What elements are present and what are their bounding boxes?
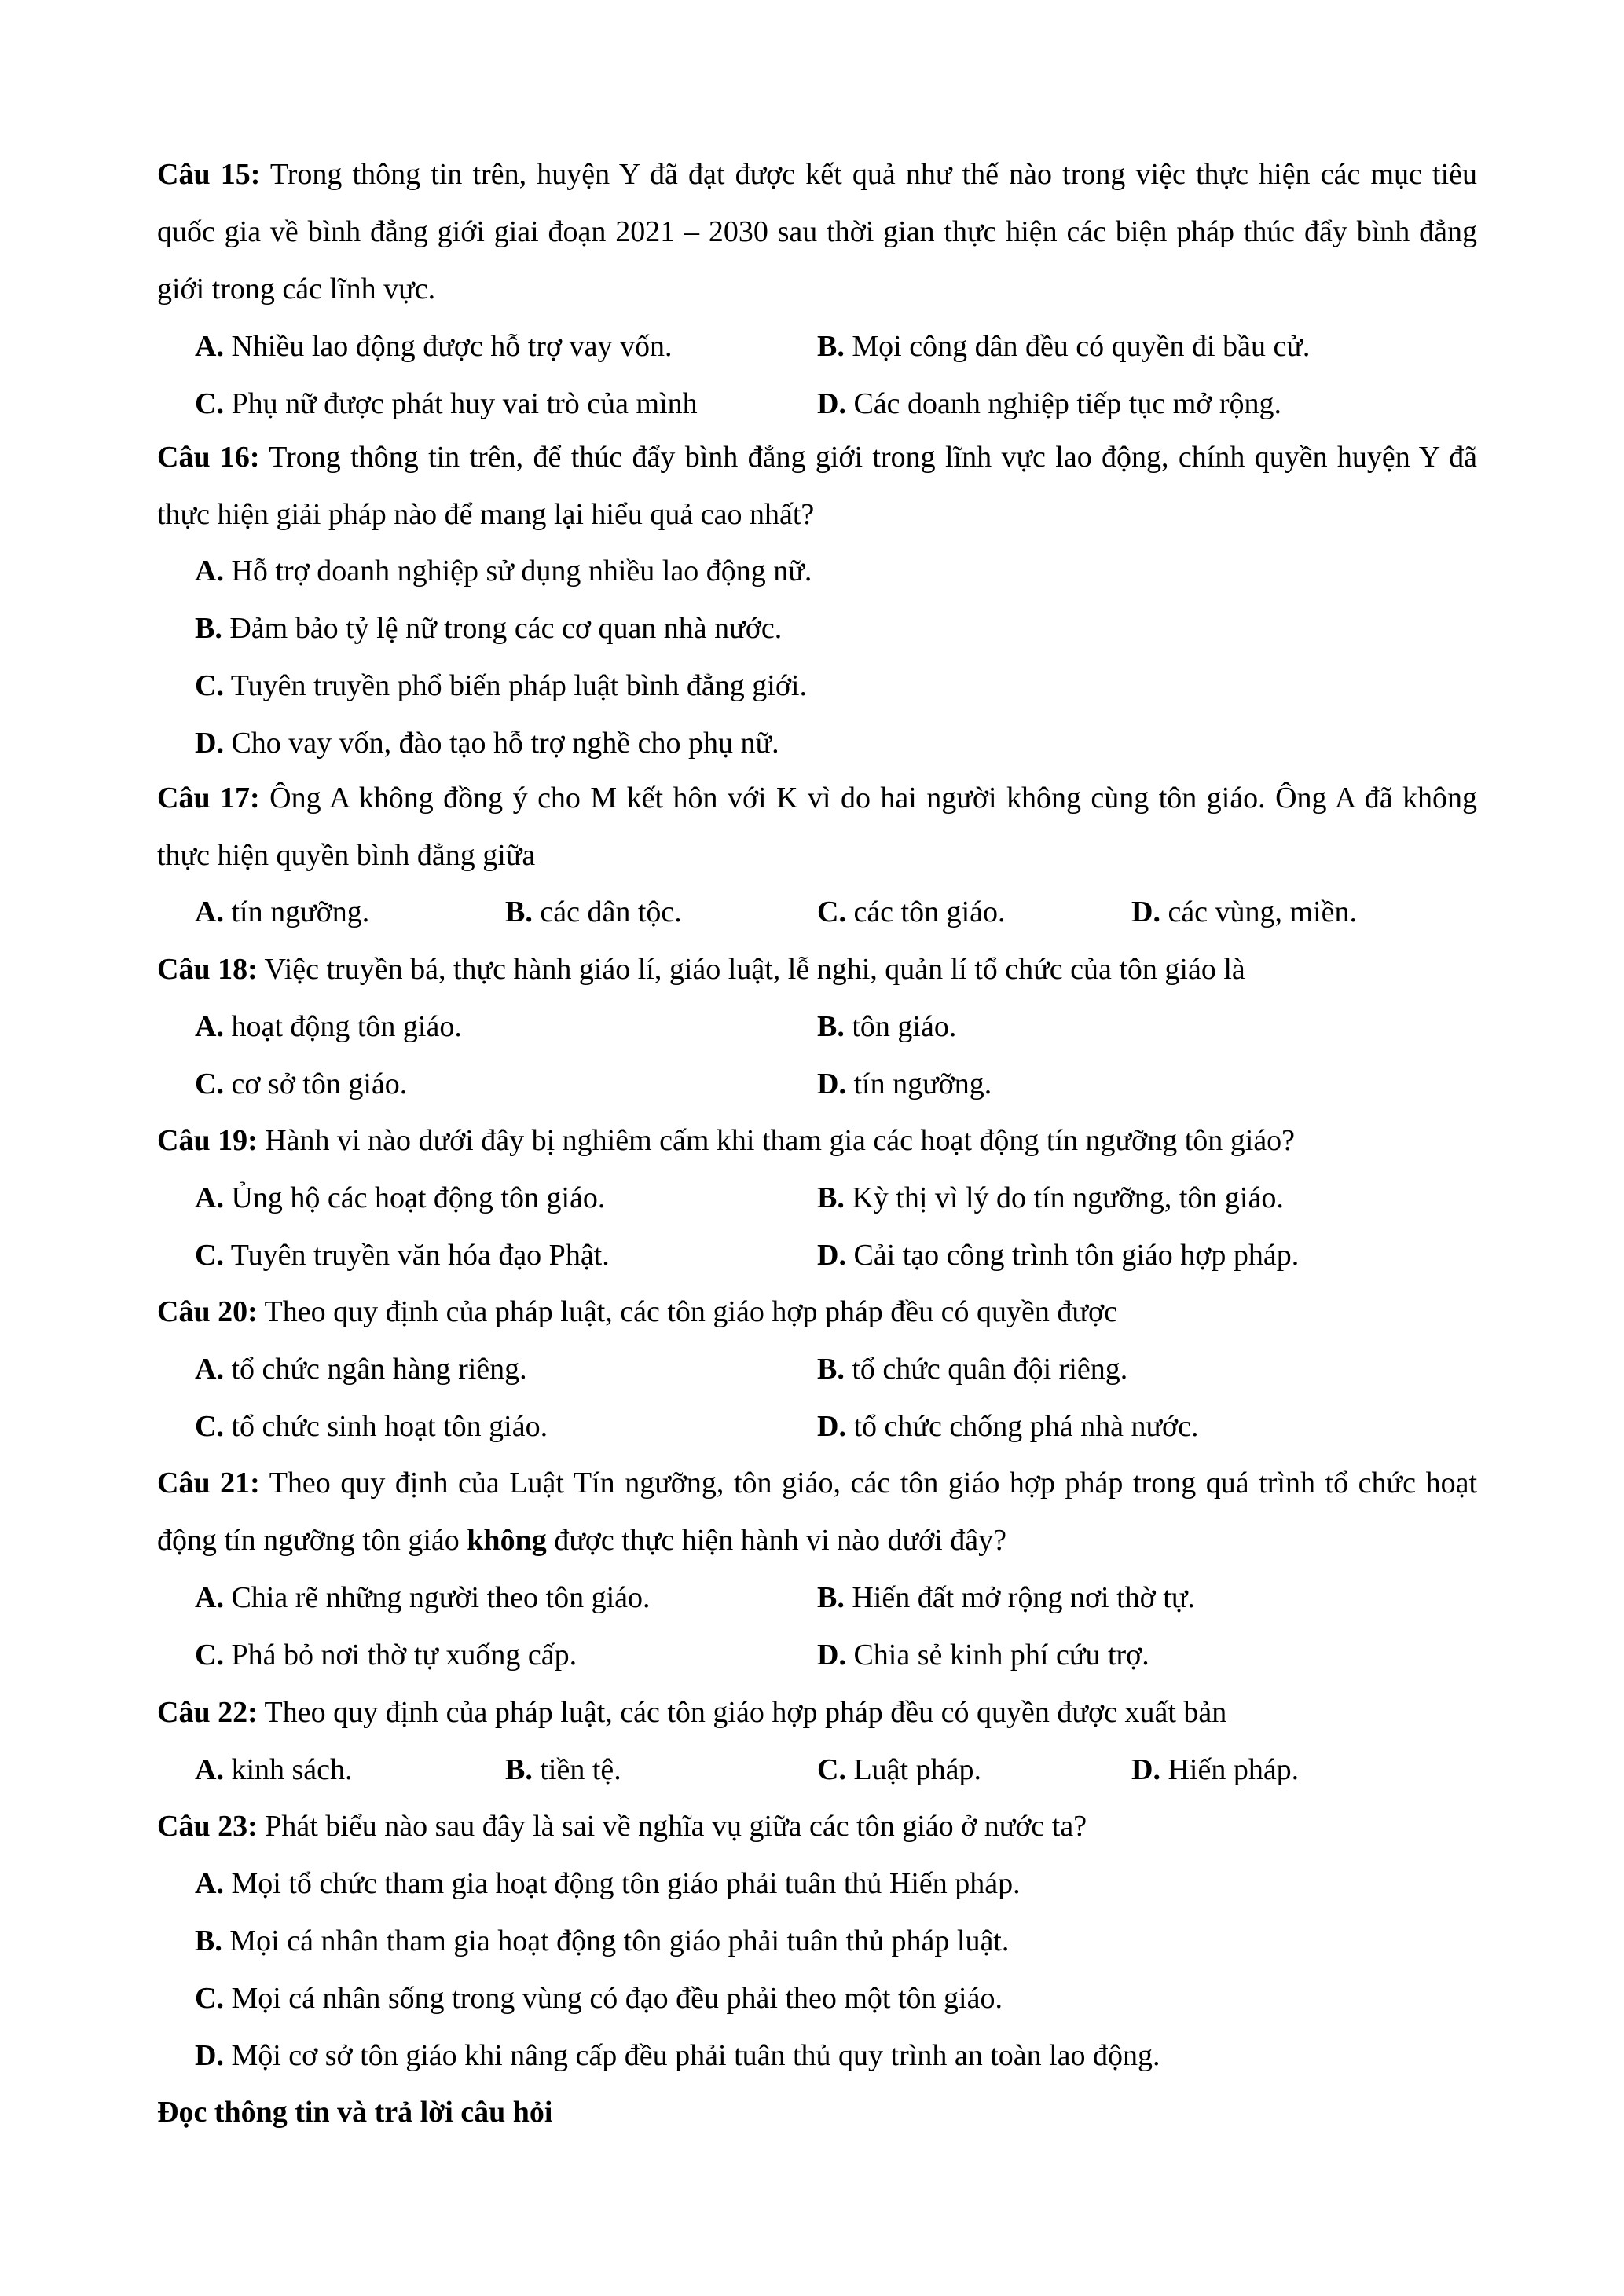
question-17 — [157, 770, 1477, 884]
option-18-a — [195, 998, 462, 1056]
option-20-a — [195, 1341, 527, 1398]
option-text: tín ngưỡng. — [223, 895, 370, 928]
option-label: C. — [195, 1410, 224, 1443]
option-21-b — [817, 1569, 1195, 1627]
option-text: các dân tộc. — [532, 895, 682, 928]
option-text: tổ chức chống phá nhà nước. — [845, 1410, 1199, 1443]
option-text: Phá bỏ nơi thờ tự xuống cấp. — [223, 1639, 577, 1672]
option-19-a — [195, 1170, 605, 1227]
option-18-d — [817, 1056, 992, 1113]
option-23-b — [195, 1913, 1009, 1970]
option-21-a — [195, 1569, 651, 1627]
option-label: B. — [817, 330, 845, 363]
option-label: B. — [195, 1924, 222, 1957]
question-label: Câu 17: — [157, 782, 260, 815]
option-label: D. — [817, 1410, 846, 1443]
option-label: A. — [195, 1353, 224, 1386]
option-15-c — [195, 375, 698, 433]
option-text: Đảm bảo tỷ lệ nữ trong các cơ quan nhà nước. — [222, 612, 783, 645]
option-text: tổ chức quân đội riêng. — [844, 1353, 1128, 1386]
option-text: cơ sở tôn giáo. — [223, 1067, 408, 1100]
option-label: B. — [817, 1581, 845, 1614]
option-19-b — [817, 1170, 1284, 1227]
option-label: C. — [195, 1982, 224, 2015]
option-label: A. — [195, 1581, 224, 1614]
option-text: Tuyên truyền văn hóa đạo Phật. — [223, 1239, 610, 1272]
option-16-c — [195, 657, 807, 715]
option-text: Kỳ thị vì lý do tín ngưỡng, tôn giáo. — [844, 1181, 1284, 1214]
option-text: các vùng, miền. — [1160, 895, 1358, 928]
option-text: Hỗ trợ doanh nghiệp sử dụng nhiều lao động nữ. — [223, 555, 812, 588]
option-label: C. — [817, 895, 846, 928]
option-text: Cải tạo công trình tôn giáo hợp pháp. — [845, 1239, 1300, 1272]
option-22-a — [195, 1741, 353, 1799]
question-text-end: được thực hiện hành vi nào dưới đây? — [546, 1524, 1006, 1557]
option-text: Mọi công dân đều có quyền đi bầu cử. — [844, 330, 1311, 363]
option-15-a — [195, 318, 672, 375]
question-label: Câu 19: — [157, 1124, 258, 1157]
question-text: Theo quy định của pháp luật, các tôn giáo hợp pháp đều có quyền được — [257, 1295, 1117, 1328]
option-label: D. — [817, 1239, 846, 1272]
option-text: Chia sẻ kinh phí cứu trợ. — [845, 1639, 1149, 1672]
option-label: A. — [195, 1181, 224, 1214]
option-20-c — [195, 1398, 548, 1456]
option-label: D. — [1131, 895, 1160, 928]
option-text: Mọi cá nhân sống trong vùng có đạo đều phải theo một tôn giáo. — [223, 1982, 1003, 2015]
option-text: Nhiều lao động được hỗ trợ vay vốn. — [223, 330, 673, 363]
option-text: tín ngưỡng. — [845, 1067, 992, 1100]
option-label: C. — [195, 1239, 224, 1272]
option-label: A. — [195, 330, 224, 363]
question-label: Câu 16: — [157, 441, 260, 474]
option-22-c — [817, 1741, 981, 1799]
option-22-b — [505, 1741, 621, 1799]
option-text: tiền tệ. — [532, 1753, 621, 1786]
option-label: D. — [817, 387, 846, 420]
option-text: Mội cơ sở tôn giáo khi nâng cấp đều phải tuân thủ quy trình an toàn lao động. — [223, 2039, 1160, 2072]
question-19 — [157, 1112, 1477, 1170]
option-label: B. — [195, 612, 222, 645]
option-label: C. — [195, 387, 224, 420]
section-heading: Đọc thông tin và trả lời câu hỏi — [157, 2096, 553, 2129]
question-emphasis: không — [467, 1524, 547, 1557]
option-text: tổ chức ngân hàng riêng. — [223, 1353, 527, 1386]
question-text: Việc truyền bá, thực hành giáo lí, giáo luật, lễ nghi, quản lí tổ chức của tôn giáo là — [257, 953, 1245, 986]
question-20 — [157, 1283, 1477, 1341]
option-17-d — [1131, 884, 1357, 941]
option-text: Hiến đất mở rộng nơi thờ tự. — [844, 1581, 1195, 1614]
option-16-a — [195, 543, 812, 600]
option-label: D. — [817, 1639, 846, 1672]
option-21-d — [817, 1627, 1149, 1684]
option-23-c — [195, 1970, 1003, 2027]
question-18 — [157, 941, 1477, 998]
option-16-d — [195, 715, 779, 772]
option-19-c — [195, 1227, 610, 1284]
option-15-b — [817, 318, 1310, 375]
question-text: Phát biểu nào sau đây là sai về nghĩa vụ giữa các tôn giáo ở nước ta? — [257, 1810, 1087, 1843]
question-22 — [157, 1684, 1477, 1741]
question-text: Trong thông tin trên, để thúc đẩy bình đẳng giới trong lĩnh vực lao động, chính quyền huyện Y đã thực hiện giải pháp nào để mang lại hiểu quả cao nhất? — [157, 441, 1477, 531]
option-text: Cho vay vốn, đào tạo hỗ trợ nghề cho phụ nữ. — [223, 727, 779, 760]
question-text: Theo quy định của Luật Tín ngưỡng, tôn giáo, các tôn giáo hợp pháp trong quá trình tổ chức hoạt động tín ngưỡng tôn giáo — [157, 1467, 1477, 1557]
question-text: Ông A không đồng ý cho M kết hôn với K vì do hai người không cùng tôn giáo. Ông A đã không thực hiện quyền bình đẳng giữa — [157, 782, 1478, 872]
question-label: Câu 18: — [157, 953, 258, 986]
question-text: Theo quy định của pháp luật, các tôn giáo hợp pháp đều có quyền được xuất bản — [257, 1696, 1227, 1729]
option-20-d — [817, 1398, 1199, 1456]
option-text: Hiến pháp. — [1160, 1753, 1300, 1786]
option-label: C. — [195, 1067, 224, 1100]
question-text: Hành vi nào dưới đây bị nghiêm cấm khi tham gia các hoạt động tín ngưỡng tôn giáo? — [257, 1124, 1296, 1157]
question-label: Câu 22: — [157, 1696, 258, 1729]
option-label: B. — [817, 1010, 845, 1043]
option-18-c — [195, 1056, 407, 1113]
option-label: C. — [195, 669, 224, 702]
option-text: Tuyên truyền phổ biến pháp luật bình đẳng giới. — [223, 669, 807, 702]
option-label: B. — [817, 1181, 845, 1214]
option-16-b — [195, 600, 782, 657]
option-15-d — [817, 375, 1281, 433]
option-label: A. — [195, 1867, 224, 1900]
option-label: C. — [817, 1753, 846, 1786]
question-label: Câu 15: — [157, 158, 261, 191]
option-label: D. — [195, 2039, 224, 2072]
option-23-d — [195, 2027, 1160, 2085]
option-22-d — [1131, 1741, 1299, 1799]
option-label: D. — [817, 1067, 846, 1100]
option-label: B. — [505, 895, 533, 928]
option-text: Chia rẽ những người theo tôn giáo. — [223, 1581, 651, 1614]
option-label: A. — [195, 1010, 224, 1043]
question-label: Câu 20: — [157, 1295, 258, 1328]
option-20-b — [817, 1341, 1127, 1398]
option-label: D. — [195, 727, 224, 760]
option-text: tổ chức sinh hoạt tôn giáo. — [223, 1410, 548, 1443]
option-label: B. — [817, 1353, 845, 1386]
option-text: Các doanh nghiệp tiếp tục mở rộng. — [845, 387, 1282, 420]
question-23 — [157, 1798, 1477, 1855]
option-17-b — [505, 884, 682, 941]
option-label: C. — [195, 1639, 224, 1672]
question-text: Trong thông tin trên, huyện Y đã đạt được kết quả như thế nào trong việc thực hiện các mục tiêu quốc gia về bình đẳng giới giai đoạn 2021 – 2030 sau thời gian thực hiện các biện pháp thúc đẩy bình đẳng giới trong các lĩnh vực. — [157, 158, 1478, 306]
option-text: Mọi cá nhân tham gia hoạt động tôn giáo phải tuân thủ pháp luật. — [222, 1924, 1010, 1957]
option-text: kinh sách. — [223, 1753, 353, 1786]
question-21 — [157, 1455, 1477, 1569]
option-label: A. — [195, 555, 224, 588]
option-label: D. — [1131, 1753, 1160, 1786]
option-21-c — [195, 1627, 577, 1684]
option-19-d — [817, 1227, 1299, 1284]
option-18-b — [817, 998, 956, 1056]
option-text: hoạt động tôn giáo. — [223, 1010, 462, 1043]
option-text: tôn giáo. — [844, 1010, 957, 1043]
option-text: Mọi tổ chức tham gia hoạt động tôn giáo phải tuân thủ Hiến pháp. — [223, 1867, 1021, 1900]
option-label: B. — [505, 1753, 533, 1786]
option-17-a — [195, 884, 369, 941]
option-label: A. — [195, 895, 224, 928]
question-label: Câu 23: — [157, 1810, 258, 1843]
option-label: A. — [195, 1753, 224, 1786]
option-23-a — [195, 1855, 1021, 1913]
option-17-c — [817, 884, 1006, 941]
option-text: Ủng hộ các hoạt động tôn giáo. — [223, 1181, 606, 1214]
question-15 — [157, 146, 1477, 318]
option-text: các tôn giáo. — [845, 895, 1006, 928]
option-text: Phụ nữ được phát huy vai trò của mình — [223, 387, 698, 420]
question-label: Câu 21: — [157, 1467, 260, 1500]
question-16 — [157, 429, 1477, 544]
option-text: Luật pháp. — [845, 1753, 981, 1786]
